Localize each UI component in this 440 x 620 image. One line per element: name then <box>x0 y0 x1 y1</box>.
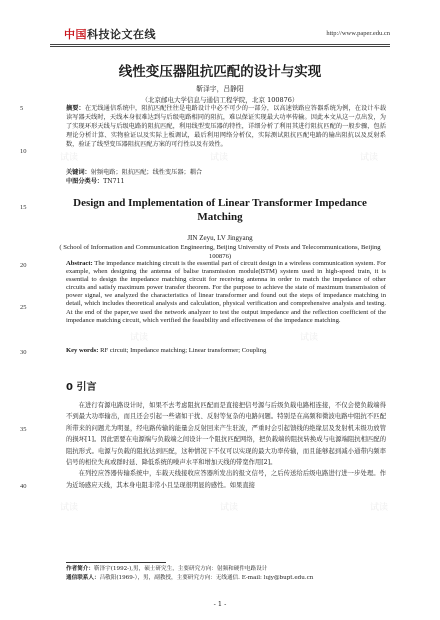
line-number: 25 <box>20 304 27 311</box>
footnote-label: 通信联系人： <box>66 575 100 581</box>
page-header <box>50 26 390 44</box>
abstract-cn <box>66 104 386 149</box>
header-divider <box>50 44 390 45</box>
abstract-en <box>66 260 386 325</box>
clc-label: 中图分类号： <box>66 178 104 185</box>
watermark: 试读 <box>130 333 149 343</box>
abstract-en-label: Abstract: <box>66 260 93 267</box>
watermark: 试读 <box>360 153 379 163</box>
body-paragraph: 在进行有源电路设计时，如果不去考虑阻抗匹配而是直接把信号源与后级负载电路相连接，不仅会使负载端得不到最大功率输出，而且还会引起一些诸如干扰、反射等复杂的电路问题。特别是在高频和微波电路中阻抗不匹配所带来的问题尤为明显，经电路传输的能量会反射回来产生驻波，严重时会引起馈线的绝缘层及发射机末级功放管的损坏[1]。因此需要在电源端与负载端之间设计一个阻抗匹配网络，把负载端的阻抗转换成与电源端阻抗相匹配的阻抗形式。电源与负载的阻抗达到匹配，这种情况下不仅可以实现的最大功率传输，而且能够起到减小通带内频率信号的相位失真或群时延、降低系统的噪声水平和增加天线的带宽作用[2]。 <box>66 402 386 467</box>
abstract-en-text: The impedance matching circuit is the essential part of circuit design in a wireless communication system. For example, when designing the antenna of balise transmission module(BTM) system used in high-speed train, it is essential to design the impedance matching circuit for receiving antenna in order to match the impedance of other circuits and satisfy maximum power transfer theorem. For the purpose to achieve the state of maximum transmission of power signal, we analyzed the characteristics of linear transformer and found out the steps of impedance matching in detail, which includes theoretical analysis and calculation, physical verification and comprehensive analysis and testing. At the end of the paper,we used the network analyzer to test the output impedance and the reflection coefficient of the impedance matching circuit, which verified the feasibility and effectiveness of the impedance matching. <box>66 260 386 324</box>
keywords-en <box>66 347 386 354</box>
footnote <box>66 565 396 573</box>
footnote-text: 靳泽宇(1992-),男，硕士研究生，主要研究方向：射频和硬件电路设计 <box>93 566 268 572</box>
line-number: 5 <box>20 105 24 112</box>
affiliation-cn: （北京邮电大学信息与通信工程学院，北京 100876） <box>141 96 299 104</box>
page-number: - 1 - <box>213 600 227 608</box>
clc-number <box>66 177 386 186</box>
watermark: 试读 <box>300 333 319 343</box>
paper-title-en: Design and Implementation of Linear Transformer Impedance Matching <box>73 197 367 223</box>
keywords-cn <box>66 168 386 177</box>
line-number: 40 <box>20 483 27 490</box>
keywords-en-label: Key words: <box>66 347 99 354</box>
footnote-divider <box>66 562 166 563</box>
watermark: 试读 <box>220 503 239 513</box>
body-paragraph: 在列控应答器传输系统中，车载天线接收应答器所发出的报文信号，之后传送给后级电路进行进一步处理。作为近场感应天线，其本身电阻非常小且呈现很明显的感性。如果直接 <box>66 470 386 489</box>
logo-part1: 中国 <box>64 28 87 41</box>
watermark: 试读 <box>370 503 389 513</box>
line-number: 10 <box>20 148 27 155</box>
watermark: 试读 <box>60 503 79 513</box>
footnote-text: 吕敬阳(1969-），男，副教授，主要研究方向：无线通信. E-mail: lujy@bupt.edu.cn <box>99 575 314 581</box>
header-divider <box>50 46 390 47</box>
clc-text: TN711 <box>103 178 125 185</box>
paper-title-cn: 线性变压器阻抗匹配的设计与实现 <box>118 64 322 80</box>
line-number: 15 <box>20 204 27 211</box>
abstract-cn-text: 在无线通信系统中，阻抗匹配往往是电路设计中必不可少的一部分，以高速铁路应答器系统为例，在设计车载读写器天线时，天线本身很难达到与后级电路相同的阻抗，难以保证实现最大功率传输。因此本文从这一点出发，为了实现环形天线与后级电路的阻抗匹配，利用线型变压器的特性，详细分析了利用其进行阻抗匹配的一般步骤，包括理论分析计算、实物验证以及实际上板调试，最后利用网络分析仪，实际测试阻抗匹配电路的输出阻抗以及反射系数，验证了线型变压器阻抗匹配方案的可行性以及有效性。 <box>66 105 387 149</box>
body-text <box>66 400 386 491</box>
site-url[interactable]: http://www.paper.edu.cn <box>326 30 390 37</box>
affiliation-en: ( School of Information and Communication Engineering, Beijing University of Posts and Telecommunications, Beijing 100876) <box>59 244 381 260</box>
watermark: 试读 <box>60 153 79 163</box>
journal-logo <box>64 26 156 42</box>
keywords-cn-text: 射频电路；阻抗匹配；线性变压器；耦合 <box>90 169 203 176</box>
logo-part2: 科技论文在线 <box>87 28 156 41</box>
section-heading: 0 引言 <box>66 382 97 393</box>
line-number: 35 <box>20 426 27 433</box>
authors-cn: 靳泽宇，吕静阳 <box>196 85 244 93</box>
keywords-en-text: RF circuit; Impedance matching; Linear transformer; Coupling <box>98 347 267 354</box>
line-number: 30 <box>20 349 27 356</box>
authors-en: JIN Zeyu, LV Jingyang <box>187 234 253 242</box>
footnote-label: 作者简介： <box>66 566 94 572</box>
abstract-cn-label: 摘要： <box>66 105 85 112</box>
footnote <box>66 574 396 582</box>
keywords-cn-label: 关键词： <box>66 169 91 176</box>
watermark: 试读 <box>210 153 229 163</box>
line-number: 20 <box>20 262 27 269</box>
